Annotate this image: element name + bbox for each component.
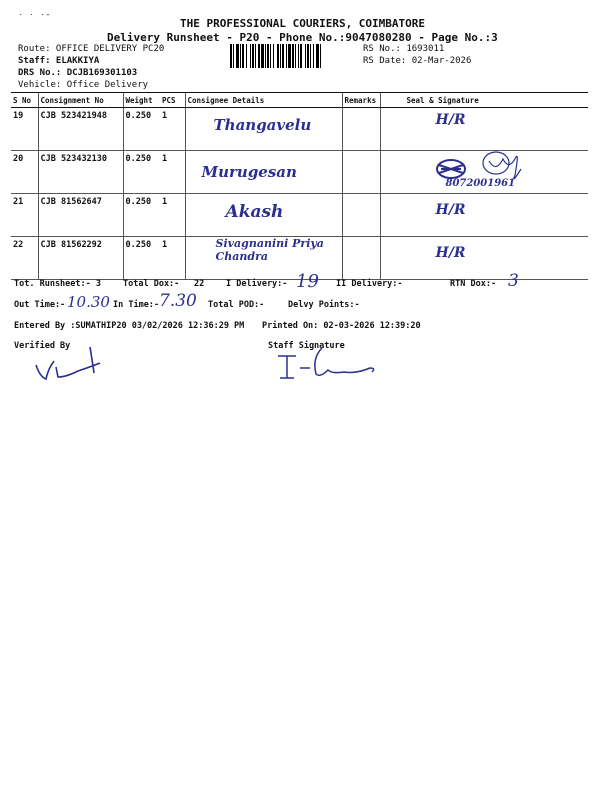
- row-consignment: CJB 81562292: [38, 237, 123, 280]
- row-remarks: [342, 151, 380, 194]
- route-label: Route: OFFICE DELIVERY PC20: [18, 44, 165, 54]
- barcode-bar: [282, 44, 284, 68]
- col-sno: S No: [11, 93, 38, 108]
- barcode-bar: [246, 44, 247, 68]
- delvy-points-label: Delvy Points:-: [288, 300, 360, 310]
- in-time-value: 7.30: [159, 291, 197, 311]
- barcode-bar: [320, 44, 321, 68]
- barcode: [230, 44, 360, 68]
- row-consignment: CJB 523432130: [38, 151, 123, 194]
- col-consignment: Consignment No: [38, 93, 123, 108]
- rs-no: RS No.: 1693011: [363, 44, 445, 54]
- row-remarks: [342, 108, 380, 151]
- row-pcs: 1: [160, 151, 185, 194]
- seal-signature: H/R: [435, 112, 466, 128]
- barcode-bar: [310, 44, 311, 68]
- table-row: [11, 151, 588, 194]
- col-remarks: Remarks: [342, 93, 380, 108]
- row-consignment: CJB 523421948: [38, 108, 123, 151]
- total-pod-label: Total POD:-: [208, 300, 265, 310]
- barcode-bar: [295, 44, 296, 68]
- out-time-label: Out Time:-: [14, 300, 66, 310]
- tot-runsheet: Tot. Runsheet:- 3: [14, 279, 101, 289]
- scan-mark: ˙ ˙ ˙ˉ: [18, 14, 51, 24]
- barcode-bar: [298, 44, 299, 68]
- barcode-bar: [292, 44, 294, 68]
- rs-date: RS Date: 02-Mar-2026: [363, 56, 472, 66]
- staff-signature-icon: [272, 344, 392, 384]
- table-row: [11, 194, 588, 237]
- in-time-label: In Time:-: [113, 300, 160, 310]
- barcode-bar: [305, 44, 306, 68]
- rtn-dox-label: RTN Dox:-: [450, 279, 497, 289]
- consignee-signature: Akash: [225, 202, 284, 222]
- row-weight: 0.250: [123, 151, 160, 194]
- row-remarks: [342, 194, 380, 237]
- row-weight: 0.250: [123, 108, 160, 151]
- verifier-signature-icon: [32, 343, 122, 383]
- drs-label: DRS No.: DCJB169301103: [18, 68, 138, 78]
- barcode-bar: [313, 44, 314, 68]
- seal-phone: 8072001961: [445, 178, 516, 189]
- barcode-bar: [267, 44, 269, 68]
- col-pcs: PCS: [160, 93, 185, 108]
- rtn-dox-value: 3: [508, 271, 519, 291]
- staff-label: Staff: ELAKKIYA: [18, 56, 100, 66]
- barcode-bar: [255, 44, 256, 68]
- barcode-bar: [230, 44, 232, 68]
- row-pcs: 1: [160, 194, 185, 237]
- barcode-bar: [233, 44, 234, 68]
- ii-delivery-label: II Delivery:-: [336, 279, 403, 289]
- row-sno: 22: [11, 237, 38, 280]
- barcode-bar: [258, 44, 260, 68]
- barcode-bar: [252, 44, 254, 68]
- consignment-table: [11, 92, 588, 280]
- col-consignee: Consignee Details: [185, 93, 342, 108]
- barcode-bar: [242, 44, 244, 68]
- company-name: THE PROFESSIONAL COURIERS, COIMBATORE: [180, 17, 426, 30]
- barcode-bar: [307, 44, 309, 68]
- row-pcs: 1: [160, 108, 185, 151]
- table-row: [11, 108, 588, 151]
- barcode-bar: [240, 44, 241, 68]
- row-weight: 0.250: [123, 194, 160, 237]
- verified-by-label: Verified By: [14, 341, 71, 351]
- out-time-value: 10.30: [67, 293, 110, 311]
- total-dox-label: Total Dox:-: [123, 279, 180, 289]
- seal-signature: H/R: [435, 245, 466, 261]
- row-sno: 21: [11, 194, 38, 237]
- col-seal: Seal & Signature: [380, 93, 588, 108]
- row-remarks: [342, 237, 380, 280]
- entered-by: Entered By :SUMATHIP20 03/02/2026 12:36:29 PM: [14, 321, 245, 331]
- barcode-bar: [265, 44, 266, 68]
- row-consignment: CJB 81562647: [38, 194, 123, 237]
- barcode-bar: [270, 44, 271, 68]
- barcode-bar: [236, 44, 239, 68]
- table-header-row: [11, 93, 588, 108]
- i-delivery-label: I Delivery:-: [226, 279, 288, 289]
- barcode-bar: [316, 44, 319, 68]
- col-weight: Weight: [123, 93, 160, 108]
- runsheet-subtitle: Delivery Runsheet - P20 - Phone No.:9047080280 - Page No.:3: [107, 31, 498, 44]
- total-dox-value: 22: [194, 279, 205, 289]
- consignee-signature: Thangavelu: [213, 116, 312, 134]
- barcode-bar: [300, 44, 302, 68]
- row-sno: 19: [11, 108, 38, 151]
- barcode-bar: [250, 44, 251, 68]
- seal-signature: H/R: [435, 202, 466, 218]
- staff-signature-label: Staff Signature: [268, 341, 345, 351]
- row-sno: 20: [11, 151, 38, 194]
- barcode-bar: [280, 44, 281, 68]
- barcode-bar: [261, 44, 264, 68]
- row-pcs: 1: [160, 237, 185, 280]
- vehicle-label: Vehicle: Office Delivery: [18, 80, 149, 90]
- consignee-signature: Sivagnanini Priya Chandra: [215, 237, 324, 263]
- consignee-signature: Murugesan: [201, 163, 297, 181]
- barcode-bar: [277, 44, 279, 68]
- i-delivery-value: 19: [296, 271, 319, 292]
- barcode-bar: [288, 44, 291, 68]
- barcode-bar: [273, 44, 274, 68]
- barcode-bar: [286, 44, 287, 68]
- row-weight: 0.250: [123, 237, 160, 280]
- printed-on: Printed On: 02-03-2026 12:39:20: [262, 321, 421, 331]
